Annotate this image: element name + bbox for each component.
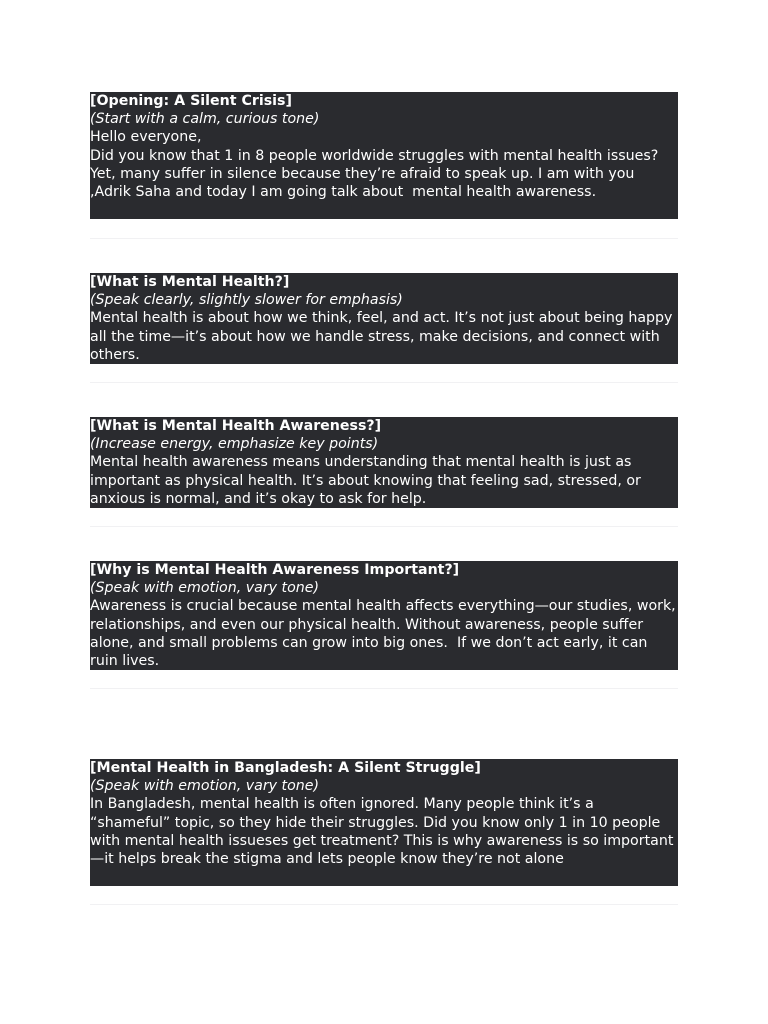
divider [90,238,678,239]
section-paragraph: Hello everyone, [90,129,202,146]
delivery-cue: (Speak with emotion, vary tone) [90,778,320,795]
section-paragraph: Did you know that 1 in 8 people worldwide struggles with mental health issues? Yet, many suffer in silence because they’re afraid to speak up. I am with you ,Adrik Saha and today I am going talk about mental health awareness. [90,147,663,201]
section-paragraph: Awareness is crucial because mental health affects everything—our studies, work, relationships, and even our physical health. Without awareness, people suffer alone, and small problems can grow into big ones. If we don’t act early, it can ruin lives. [90,598,681,670]
section-paragraph: Mental health awareness means understanding that mental health is just as important as physical health. It’s about knowing that feeling sad, stressed, or anxious is normal, and it’s okay to ask for help. [90,454,646,507]
delivery-cue: (Speak with emotion, vary tone) [90,580,320,597]
section-bangladesh [90,759,678,886]
section-what-is-mental-health [90,273,678,364]
section-title: [What is Mental Health?] [90,274,290,290]
divider [90,382,678,383]
section-title: [Opening: A Silent Crisis] [90,93,292,109]
divider [90,688,678,689]
delivery-cue: (Start with a calm, curious tone) [90,111,320,128]
divider [90,904,678,905]
section-paragraph: In Bangladesh, mental health is often ignored. Many people think it’s a “shameful” topic, so they hide their struggles. Did you know only 1 in 10 people with mental health issueses get treatment? This is why awareness is so important—it helps break the stigma and lets people know they’re not alone [90,796,674,868]
section-awareness-definition [90,417,678,508]
section-title: [Mental Health in Bangladesh: A Silent Struggle] [90,760,481,776]
delivery-cue: (Speak clearly, slightly slower for emphasis) [90,292,403,309]
section-paragraph: Mental health is about how we think, feel, and act. It’s not just about being happy all the time—it’s about how we handle stress, make decisions, and connect with others. [90,310,677,363]
section-title: [Why is Mental Health Awareness Important?] [90,562,460,578]
divider [90,526,678,527]
section-opening [90,92,678,219]
section-why-important [90,561,681,670]
delivery-cue: (Increase energy, emphasize key points) [90,436,379,453]
section-title: [What is Mental Health Awareness?] [90,418,382,434]
